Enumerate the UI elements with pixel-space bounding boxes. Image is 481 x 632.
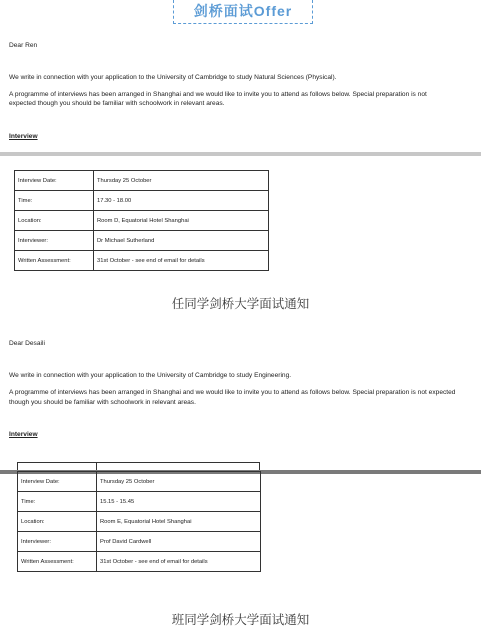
row-label: Location: [18,512,97,532]
row-label: Interview Date: [15,171,94,191]
row-value: 17.30 - 18.00 [94,191,269,211]
table-row [18,552,261,572]
row-label: Time: [15,191,94,211]
row-value: 15.15 - 15.45 [97,492,261,512]
table-row [18,532,261,552]
letter1-heading: Interview [9,133,38,140]
row-label: Interviewer: [18,532,97,552]
letter2-heading: Interview [9,431,38,438]
row-value: Room D, Equatorial Hotel Shanghai [94,211,269,231]
table-top-fragment [17,462,260,470]
table-row [18,492,261,512]
letter1-caption: 任同学剑桥大学面试通知 [171,297,310,311]
row-label: Time: [18,492,97,512]
row-value: Thursday 25 October [94,171,269,191]
letter2-caption: 班同学剑桥大学面试通知 [171,613,310,627]
letter1-para1: We write in connection with your application to the University of Cambridge to study Natural Sciences (Physical). [9,74,337,81]
row-value: Prof David Cardwell [97,532,261,552]
divider [0,152,481,156]
row-label: Written Assessment: [15,251,94,271]
table-row [18,512,261,532]
table-row [15,171,269,191]
row-value: 31st October - see end of email for details [97,552,261,572]
letter2-greeting: Dear Desaili [9,340,45,347]
letter2-interview-table [17,471,261,572]
letter2-para1: We write in connection with your application to the University of Cambridge to study Engineering. [9,372,292,379]
letter1-para2-line1: A programme of interviews has been arranged in Shanghai and we would like to invite you to attend as follows below. Special preparation is not [9,91,427,98]
row-value: 31st October - see end of email for details [94,251,269,271]
letter1-greeting: Dear Ren [9,42,38,49]
table-row [15,251,269,271]
letter2-para2-line2: though you should be familiar with schoolwork in relevant areas. [9,399,196,406]
table-row [15,211,269,231]
row-value: Thursday 25 October [97,472,261,492]
row-label: Interview Date: [18,472,97,492]
row-label: Location: [15,211,94,231]
banner-title: 剑桥面试Offer [173,0,313,24]
row-value: Dr Michael Sutherland [94,231,269,251]
letter1-interview-table [14,170,269,271]
letter2-para2-line1: A programme of interviews has been arranged in Shanghai and we would like to invite you to attend as follows below. Special preparation is not expected [9,389,456,396]
letter1-para2-line2: expected though you should be familiar with schoolwork in relevant areas. [9,100,225,107]
table-row [18,472,261,492]
table-row [15,191,269,211]
table-row [15,231,269,251]
row-label: Interviewer: [15,231,94,251]
row-label: Written Assessment: [18,552,97,572]
row-value: Room E, Equatorial Hotel Shanghai [97,512,261,532]
